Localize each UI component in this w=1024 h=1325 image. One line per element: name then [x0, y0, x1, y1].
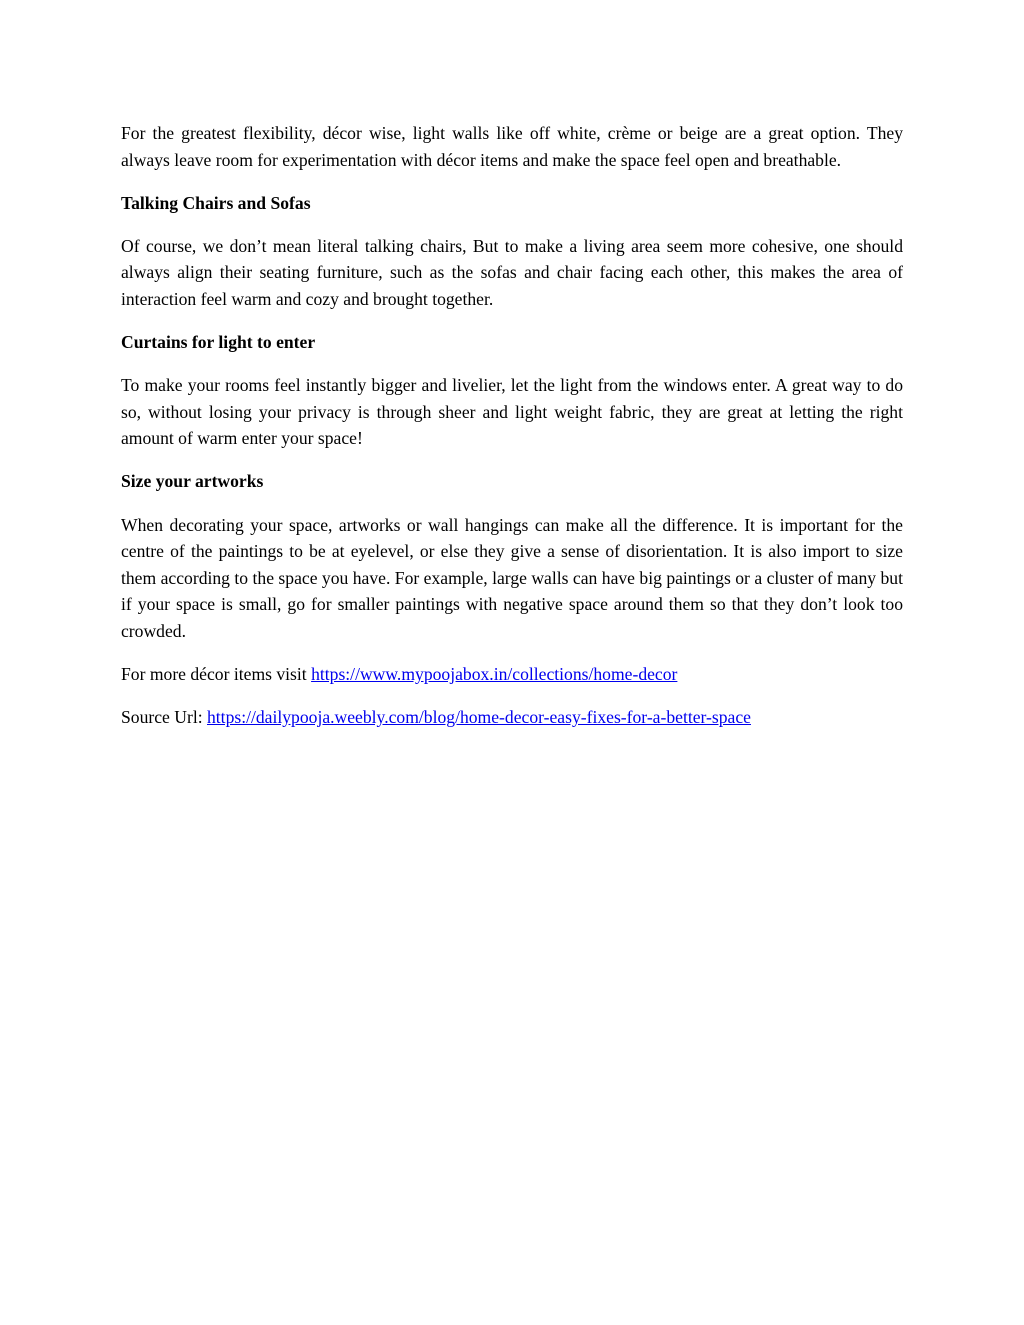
- chairs-paragraph: Of course, we don’t mean literal talking chairs, But to make a living area seem more cohesive, one should always align their seating furniture, such as the sofas and chair facing each other, this makes the area of interaction feel warm and cozy and brought together.: [121, 235, 903, 309]
- source-url-label: Source Url:: [121, 707, 207, 728]
- curtains-paragraph: To make your rooms feel instantly bigger and livelier, let the light from the windows enter. A great way to do so, without losing your privacy is through sheer and light weight fabric, they are great at letting the right amount of warm enter your space!: [121, 375, 903, 449]
- source-url-link[interactable]: https://dailypooja.weebly.com/blog/home-decor-easy-fixes-for-a-better-space: [207, 707, 751, 728]
- artworks-paragraph: When decorating your space, artworks or wall hangings can make all the difference. It is important for the centre of the paintings to be at eyelevel, or else they give a sense of disorientation. It is also import to size them according to the space you have. For example, large walls can have big paintings or a cluster of many but if your space is small, go for smaller paintings with negative space around them so that they don’t look too crowded.: [121, 514, 903, 641]
- more-decor-label: For more décor items visit: [121, 664, 312, 684]
- heading-curtains: Curtains for light to enter: [121, 332, 316, 353]
- document-page: [121, 120, 903, 747]
- more-decor-line: [121, 661, 903, 688]
- heading-talking-chairs: Talking Chairs and Sofas: [121, 192, 311, 213]
- heading-size-artworks: Size your artworks: [121, 471, 264, 492]
- intro-paragraph: For the greatest flexibility, décor wise, light walls like off white, crème or beige are a great option. They always leave room for experimentation with décor items and make the space feel open and breathable.: [121, 123, 903, 170]
- home-decor-link[interactable]: https://www.mypoojabox.in/collections/home-decor: [311, 664, 678, 684]
- source-url-line: [121, 704, 903, 731]
